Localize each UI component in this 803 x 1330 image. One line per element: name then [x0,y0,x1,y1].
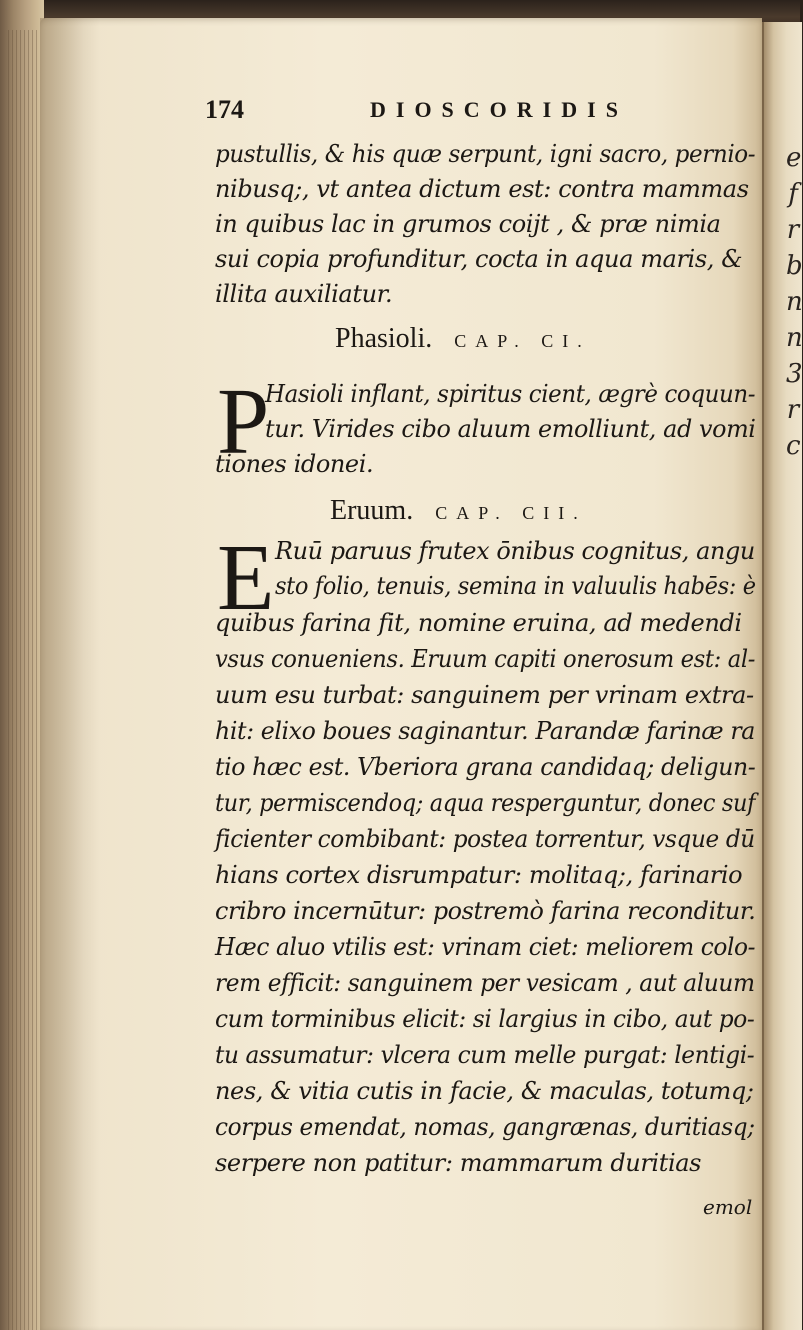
text-line: serpere non patitur: mammarum duritias [215,1149,702,1177]
text-line: Ruū paruus frutex ōnibus cognitus, angu [275,537,755,565]
text-line: sto folio, tenuis, semina in valuulis habēs: è [275,572,756,600]
next-page-fragments [786,140,803,464]
text-line: tur. Virides cibo aluum emolliunt, ad vomi [265,415,756,443]
text-line: nibusq;, vt antea dictum est: contra mammas [215,175,749,203]
text-line: corpus emendat, nomas, gangrænas, duritiasq; [215,1113,755,1141]
text-line: tio hæc est. Vberiora grana candidaq; deligun- [215,753,756,781]
chapter-number: CAP. CII. [435,503,587,523]
text-line: cum torminibus elicit: si largius in cibo, aut po- [215,1005,755,1033]
section-title: Eruum. [330,495,414,526]
text-line: illita auxiliatur. [215,280,393,308]
section-heading-phasioli [335,323,591,355]
text-line: hians cortex disrumpatur: molitaq;, farinario [215,861,743,889]
text-line: vsus conueniens. Eruum capiti onerosum est: al- [215,645,756,673]
fragment-letter: f [788,179,798,209]
text-line: sui copia profunditur, cocta in aqua maris, & [215,245,743,273]
fragment-letter: r [786,395,800,425]
text-line: tu assumatur: vlcera cum melle purgat: lentigi- [215,1041,755,1069]
fragment-letter: e [786,143,802,173]
gutter-shadow [40,18,100,1330]
text-line: ficienter combibant: postea torrentur, vsque dū [215,825,755,853]
fragment-letter: r [786,215,800,245]
text-line: Hæc aluo vtilis est: vrinam ciet: meliorem colo- [215,933,756,961]
fragment-letter: b [786,251,803,281]
chapter-number: CAP. CI. [454,331,591,351]
text-line: hit: elixo boues saginantur. Parandæ farinæ ra [215,717,755,745]
fragment-letter: c [786,431,801,461]
drop-cap-initial: E [217,526,275,630]
drop-cap-initial: P [217,370,270,474]
fragment-letter: n [786,287,803,317]
text-line: rem efficit: sanguinem per vesicam , aut aluum [215,969,755,997]
fragment-letter: 3 [786,359,803,389]
text-line: cribro incernūtur: postremò farina reconditur. [215,897,756,925]
text-line: Hasioli inflant, spiritus cient, ægrè coquun- [265,380,756,408]
fragment-letter: n [786,323,803,353]
text-line: nes, & vitia cutis in facie, & maculas, totumq; [215,1077,754,1105]
text-line: tiones idonei. [215,450,374,478]
text-line: quibus farina fit, nomine eruina, ad medendi [215,609,742,637]
catchword: emol [703,1195,753,1219]
section-heading-eruum [330,495,587,527]
running-title: DIOSCORIDIS [370,97,628,122]
page-edges-stack [8,30,44,1330]
page-number: 174 [205,95,244,124]
text-line: tur, permiscendoq; aqua resperguntur, donec suf [215,789,756,817]
text-line: in quibus lac in grumos coijt , & præ nimia [215,210,721,238]
running-head [205,95,628,135]
text-line: uum esu turbat: sanguinem per vrinam extra- [215,681,754,709]
text-line: pustullis, & his quæ serpunt, igni sacro, pernio- [215,140,756,168]
section-title: Phasioli. [335,323,433,354]
